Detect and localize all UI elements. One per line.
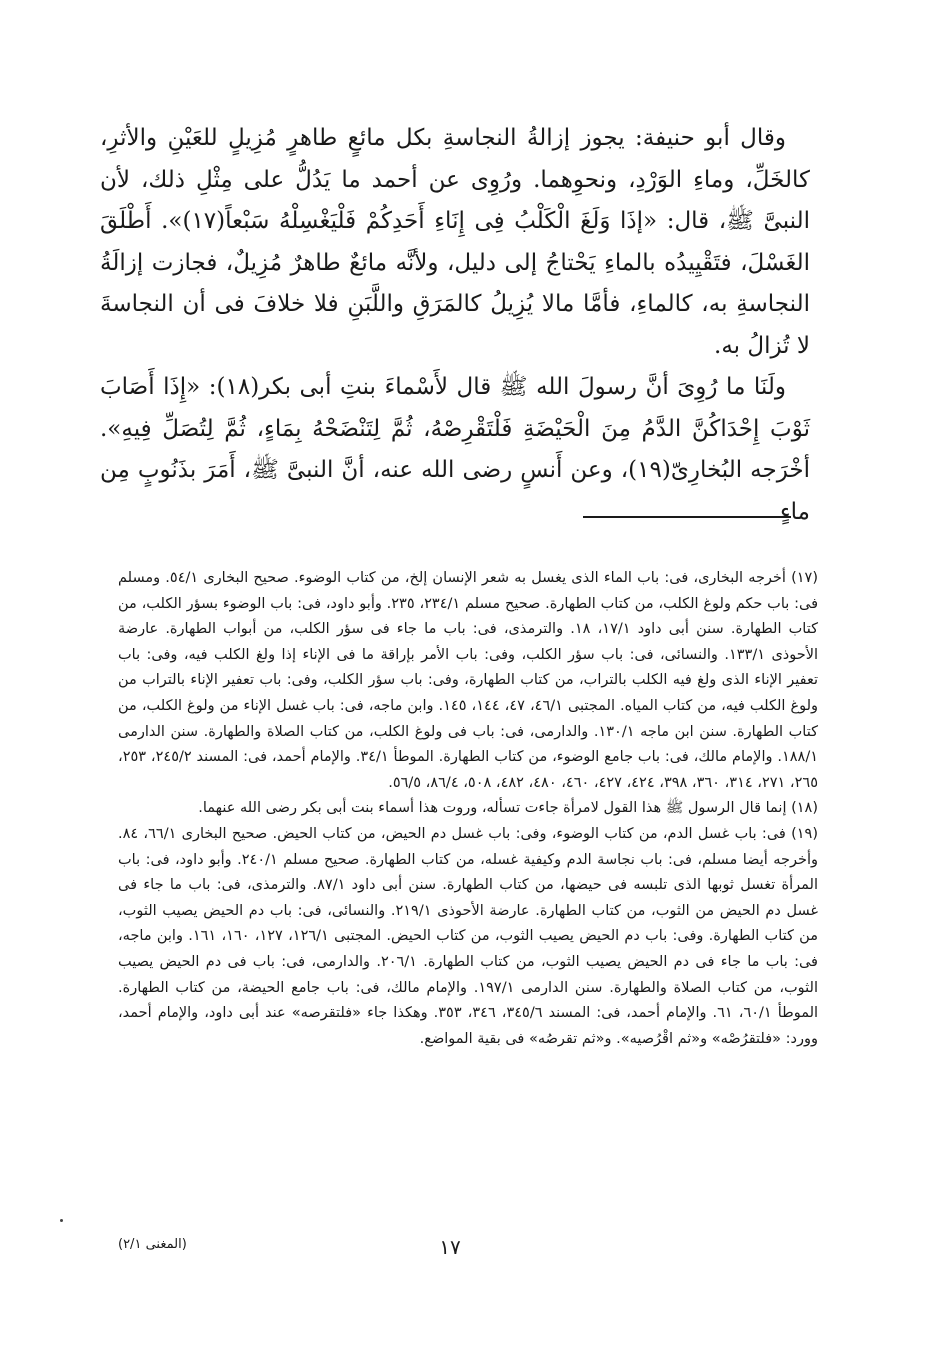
footnotes xyxy=(118,566,818,1052)
printer-signature: (المغنى ٢/١) xyxy=(118,1237,187,1252)
footnote-19: (١٩) فى: باب غسل الدم، من كتاب الوضوء، وفى: باب غسل دم الحيض، من كتاب الحيض. صحيح البخارى ٦٦/١، ٨٤. وأخرجه أيضا مسلم، فى: باب نجاسة الدم وكيفية غسله، من كتاب الطهارة. صحيح مسلم ٢٤٠/١. وأبو داود، فى: باب المرأة تغسل ثوبها الذى تلبسه فى حيضها، من كتاب الطهارة. سنن أبى داود ٨٧/١. والترمذى، فى: باب ما جاء فى غسل دم الحيض من الثوب، من كتاب الطهارة. عارضة الأحوذى ٢١٩/١. والنسائى، فى: باب دم الحيض يصيب الثوب، من كتاب الطهارة. وفى: باب دم الحيض يصيب الثوب، من كتاب الحيض. المجتبى ١٢٦/١، ١٢٧، ١٦٠، ١٦١. وابن ماجه، فى: باب ما جاء فى دم الحيض يصيب الثوب، من كتاب الطهارة. ٢٠٦/١. والدارمى، فى: باب فى دم الحيض يصيب الثوب، من كتاب الصلاة والطهارة. سنن الدارمى ١٩٧/١. والإمام مالك، فى: باب جامع الحيضة، من كتاب الطهارة. الموطأ ٦٠/١، ٦١. والإمام أحمد، فى: المسند ٣٤٥/٦، ٣٤٦، ٣٥٣. وهكذا جاء «فلتقرصه» عند أبى داود، والإمام أحمد، وورد: «فلتقرُصْه» و«ثم اقْرُصيه». و«ثم تقرصُه» فى بقية المواضع. xyxy=(118,825,819,1047)
main-paragraph-1: وقال أبو حنيفة: يجوز إزالةُ النجاسةِ بكل مائعٍ طاهرٍ مُزِيلٍ للعَيْنِ والأثرِ، كالخَلِّ، وماءِ الوَرْدِ، ونحوِهما. ورُوِى عن أحمد ما يَدُلُّ على مِثْلِ ذلك، لأن النبىَّ ﷺ، قال: «إذَا وَلَغَ الْكَلْبُ فِى إِنَاءِ أَحَدِكُمْ فَلْيَغْسِلْهُ سَبْعاً(١٧)». أَطْلَقَ الغَسْلَ، فتَقْيِيدُه بالماءِ يَحْتاجُ إلى دليل، ولأنَّه مائعٌ طاهرٌ مُزِيلٌ، فجازت إزالَةُ النجاسةِ به، كالماءِ، فأمَّا مالا يُزِيلُ كالمَرَقِ واللَّبَنِ فلا خلافَ فى أن النجاسةَ لا تُزالُ به. xyxy=(100,125,810,359)
footnote-17: (١٧) أخرجه البخارى، فى: باب الماء الذى يغسل به شعر الإنسان إلخ، من كتاب الوضوء. صحيح البخارى ٥٤/١. ومسلم فى: باب حكم ولوغ الكلب، من كتاب الطهارة. صحيح مسلم ٢٣٤/١، ٢٣٥. وأبو داود، فى: باب الوضوء بسؤر الكلب، من كتاب الطهارة. سنن أبى داود ١٧/١، ١٨. والترمذى، فى: باب ما جاء فى سؤر الكلب، من أبواب الطهارة. عارضة الأحوذى ١٣٣/١. والنسائى، فى: باب سؤر الكلب، وفى: باب الأمر بإراقة ما فى الإناء إذا ولغ الكلب فيه، وفى: باب تعفير الإناء الذى ولغ فيه الكلب بالتراب، من كتاب الطهارة، وفى: باب سؤر الكلب، وفى: باب تعفير الإناء بالتراب من ولوغ الكلب فيه، من كتاب المياه. المجتبى ٤٦/١، ٤٧، ١٤٤، ١٤٥. وابن ماجه، فى: باب غسل الإناء من ولوغ الكلب، من كتاب الطهارة. سنن ابن ماجه ١٣٠/١. والدارمى، فى: باب فى ولوغ الكلب، من كتاب الصلاة والطهارة. سنن الدارمى ١٨٨/١. والإمام مالك، فى: باب جامع الوضوء، من كتاب الطهارة. الموطأ ٣٤/١. والإمام أحمد، فى: المسند ٢٤٥/٢، ٢٥٣، ٢٦٥، ٢٧١، ٣١٤، ٣٦٠، ٣٩٨، ٤٢٤، ٤٢٧، ٤٦٠، ٤٨٠، ٤٨٢، ٥٠٨، ٨٦/٤، ٥٦/٥. xyxy=(118,570,819,791)
footnote-18: (١٨) إنما قال الرسول ﷺ هذا القول لامرأة جاءت تسأله، وروت هذا أسماء بنت أبى بكر رضى الله عنهما. xyxy=(198,800,818,817)
page-number: ١٧ xyxy=(439,1235,461,1259)
stray-mark xyxy=(60,1219,63,1222)
footnote-separator xyxy=(583,516,791,518)
main-paragraph-2: ولَنَا ما رُوِىَ أنَّ رسولَ الله ﷺ قال لأَسْماءَ بنتِ أبى بكر(١٨): «إِذَا أَصَابَ ثَوْبَ إِحْدَاكُنَّ الدَّمُ مِنَ الْحَيْضَةِ فَلْتَقْرِصْهُ، ثُمَّ لِتَنْضَحْهُ بِمَاءٍ، ثُمَّ لِتُصَلِّ فِيهِ». أخْرَجه البُخارِىّ(١٩)، وعن أَنسٍ رضى الله عنه، أنَّ النبىَّ ﷺ، أَمَرَ بذَنُوبٍ مِن ماءٍ xyxy=(100,374,810,525)
main-text xyxy=(100,118,810,533)
